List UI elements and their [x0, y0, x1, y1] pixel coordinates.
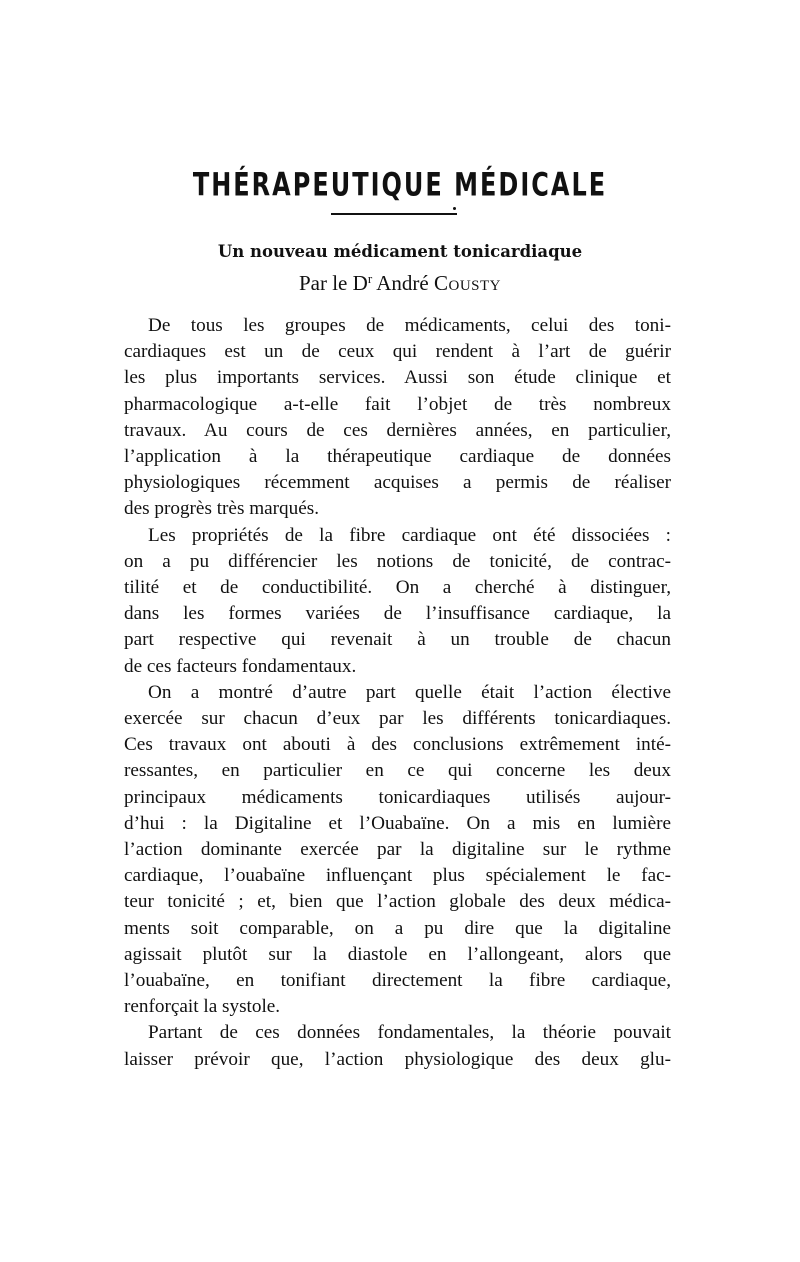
byline-superscript: r [367, 271, 373, 286]
text-line: part respective qui revenait à un trouble de chacun [124, 629, 671, 651]
article-title: Un nouveau médicament tonicardiaque [217, 242, 583, 261]
paragraph [124, 680, 671, 1021]
paragraph [124, 523, 671, 680]
text-line: Partant de ces données fondamentales, la théorie pouvait [148, 1022, 671, 1044]
author-last-name: Cousty [433, 271, 501, 295]
paragraph [124, 1020, 671, 1072]
text-line: agissait plutôt sur la diastole en l’allongeant, alors que [124, 943, 671, 965]
title-divider [331, 213, 457, 215]
text-line: Les propriétés de la fibre cardiaque ont été dissociées : [148, 524, 671, 546]
text-line: dans les formes variées de l’insuffisance cardiaque, la [124, 603, 671, 625]
section-title: THÉRAPEUTIQUE MÉDICALE [192, 166, 608, 204]
article-body [124, 313, 671, 1073]
text-line: laisser prévoir que, l’action physiologique des deux glu- [124, 1048, 671, 1070]
text-line: teur tonicité ; et, bien que l’action globale des deux médica- [124, 891, 671, 913]
paragraph [124, 313, 671, 523]
text-line: De tous les groupes de médicaments, celui des toni- [148, 315, 671, 336]
byline-prefix: Par le D [298, 271, 368, 295]
text-line: Ces travaux ont abouti à des conclusions extrêmement inté- [124, 734, 671, 756]
text-line: de ces facteurs fondamentaux. [124, 655, 357, 677]
text-line: exercée sur chacun d’eux par les différents tonicardiaques. [124, 708, 671, 730]
text-line: cardiaques est un de ceux qui rendent à l’art de guérir [124, 341, 671, 363]
text-line: On a montré d’autre part quelle était l’action élective [148, 681, 671, 703]
author-first-name: André [376, 271, 429, 295]
text-line: les plus importants services. Aussi son étude clinique et [124, 367, 671, 389]
text-line: ressantes, en particulier en ce qui concerne les deux [124, 760, 671, 782]
text-line: l’application à la thérapeutique cardiaque de données [124, 446, 671, 468]
divider-dot [453, 207, 456, 210]
text-line: on a pu différencier les notions de tonicité, de contrac- [124, 550, 671, 572]
text-line: physiologiques récemment acquises a permis de réaliser [124, 472, 671, 494]
text-line: tilité et de conductibilité. On a cherché à distinguer, [124, 577, 671, 599]
text-line: ments soit comparable, on a pu dire que la digitaline [124, 917, 671, 939]
text-line: travaux. Au cours de ces dernières années, en particulier, [124, 419, 671, 441]
text-line: d’hui : la Digitaline et l’Ouabaïne. On a mis en lumière [124, 812, 671, 834]
text-line: principaux médicaments tonicardiaques utilisés aujour- [124, 786, 671, 808]
text-line: l’ouabaïne, en tonifiant directement la fibre cardiaque, [124, 970, 671, 992]
text-line: renforçait la systole. [124, 996, 281, 1018]
text-line: pharmacologique a-t-elle fait l’objet de très nombreux [124, 393, 671, 415]
text-line: des progrès très marqués. [124, 498, 320, 520]
text-line: cardiaque, l’ouabaïne influençant plus spécialement le fac- [124, 865, 671, 887]
article-byline [0, 271, 800, 296]
text-line: l’action dominante exercée par la digitaline sur le rythme [124, 839, 671, 861]
